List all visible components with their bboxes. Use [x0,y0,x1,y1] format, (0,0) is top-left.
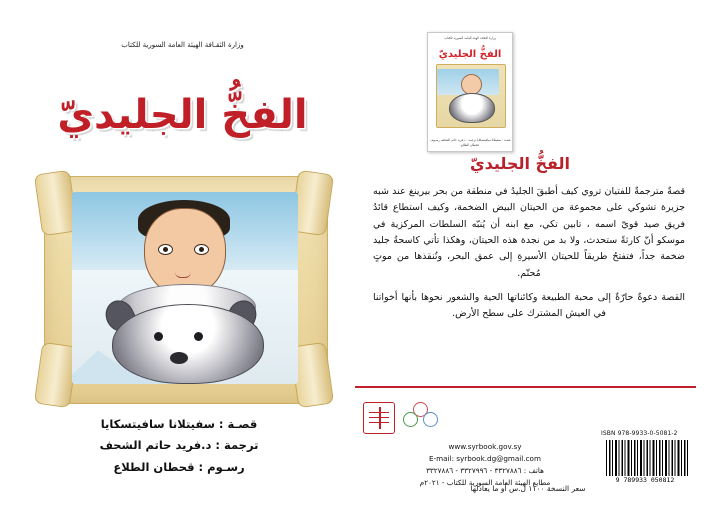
child-eye-right [194,244,209,255]
publisher-logos [363,402,603,438]
publisher-address: مطابع الهيئة العامة السورية للكتاب - ٢٠٢١م [419,477,551,487]
cover-illustration [38,166,330,408]
credit-translator: ترجمة : د.فريد حاتم الشحف [99,438,259,453]
credit-author: قصـة : سفيتلانا سافيتسكايا [100,417,258,431]
three-circles-icon [403,402,437,432]
publisher-phone: هاتف : ٣٣٢٧٨٨٦ - ٣٣٢٧٩٩٦ - ٣٣٢٧٨٨٦ [426,465,544,475]
mini-book-thumbnail [427,32,513,152]
credit-illustrator: رسـوم : قحطان الطلاع [113,459,245,474]
summary-paragraph-1: قصةٌ مترجمةٌ للفتيان تروي كيف أطبقَ الجليدُ ﻓﻲ منطقة من بحر بيرينغ عند شبه جزيرة تشوكي على مجموعة من الحيتان البيض الضخمة، وكيف استطاع قائدُ فريق صيد قويّ اسمه ، تابين تكي، مع ابنه أن يُنبّه السلطات المركزية ﻓﻲ موسكو أنّ كارثةً ستحدث، ولا بد من نجدة هذه الحيتان، وهكذا تأتي كاسحةُ جليد ضخمة جداً، فتفتحُ طريقاً للحيتان الأسيرةِ إلى عمق البحر، وتُنقذها من موتٍ مُحتّم. [373,186,685,279]
barcode-number: 9 789933 050812 [615,476,675,484]
mini-credits: قصـة : سفيتلانا سافيتسكايا ترجمة : د.فريد حاتم الشحف رسـوم : قحطان الطلاع [429,138,511,147]
dog-body [112,304,264,384]
back-cover-title: الفخُّ الجليديّ [469,154,571,173]
illustration-scene [72,192,298,384]
dog-nose [170,352,188,364]
isbn-text: ISBN 978-9933-0-5081-2 [601,430,678,437]
barcode-bars [606,440,688,476]
back-cover-summary [373,184,685,331]
barcode [599,440,691,484]
mini-dog [449,93,495,123]
dog-eye-left [154,332,163,341]
red-divider [355,386,696,388]
front-cover [20,14,345,499]
price-label: سعر النسخة ١١٠٠ ل.س أو ما يعادلها [470,484,586,493]
mini-publisher-header: وزارة الثقافة الهيئة العامة السورية للكتاب [444,36,496,40]
child-eye-left [158,244,173,255]
open-book-icon [363,402,395,434]
book-title: الفخُّ الجليديّ [57,92,308,138]
back-cover [355,14,700,499]
publisher-email[interactable]: E-mail: syrbook.dg@gmail.com [429,453,541,463]
publisher-contact [367,441,603,489]
summary-paragraph-2: القصة دعوةٌ حارّةٌ إلى محبة الطبيعة وكائناتها الحية والشعور نحوها بأنها أخواتنا ﻓﻲ العيش المشترك على سطح الأرض. [373,291,685,320]
mini-child-face [461,74,482,95]
dog-eye-right [194,332,203,341]
front-cover-credits [20,414,338,478]
publisher-block [363,402,603,489]
publisher-website[interactable]: www.syrbook.gov.sy [448,442,522,451]
mini-cover-illustration [436,64,506,128]
child-face [144,208,226,296]
publisher-header: وزارة الثقـافة الهيئة العامة السورية للكتاب [121,41,244,49]
mini-book-title: الفخُّ الجليديّ [438,49,502,60]
